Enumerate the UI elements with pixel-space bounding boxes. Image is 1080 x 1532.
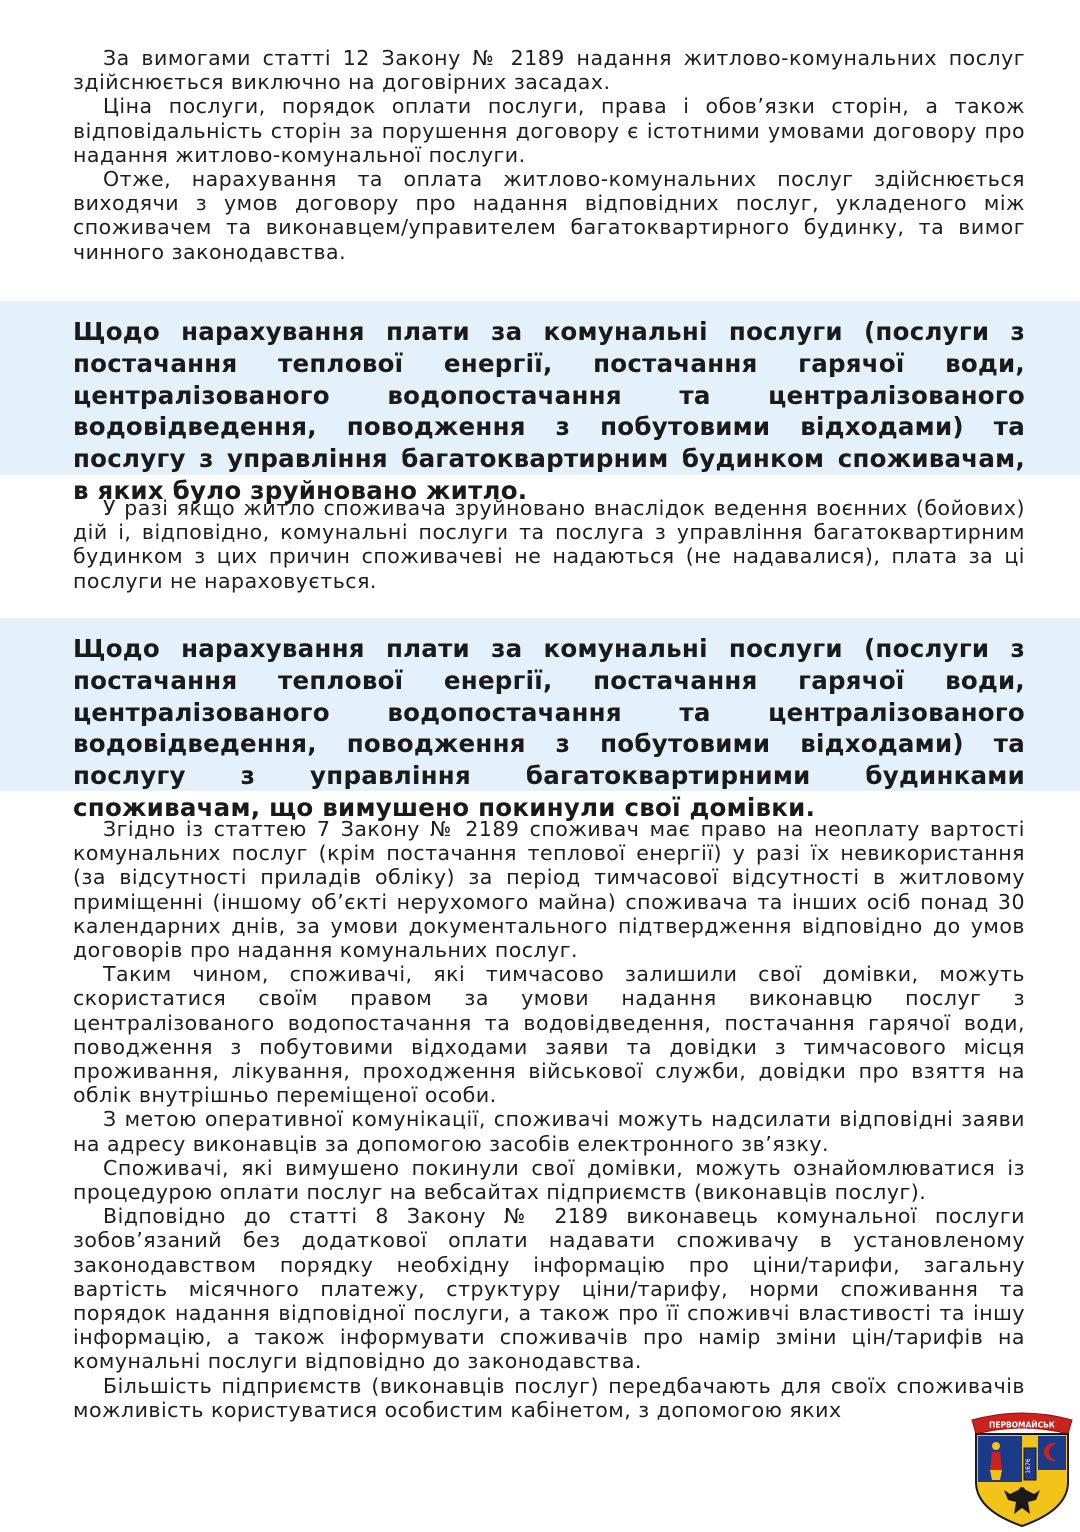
displaced-consumers-section	[0, 817, 1080, 1422]
paragraph: Споживачі, які вимушено покинули свої домівки, можуть ознайомлюватися із процедурою оплати послуг на вебсайтах підприємств (виконавців послуг).	[73, 1155, 1025, 1205]
destroyed-housing-section	[0, 496, 1080, 593]
paragraph: За вимогами статті 12 Закону № 2189 надання житлово-комунальних послуг здійснюється виключно на договірних засадах.	[73, 46, 1025, 95]
coat-of-arms-icon	[964, 1410, 1080, 1528]
emblem-year-text: 1676	[1025, 1458, 1032, 1474]
paragraph: Більшість підприємств (виконавців послуг) передбачають для своїх споживачів можливість користуватися особистим кабінетом, з допомогою яких	[73, 1373, 1025, 1422]
intro-section	[0, 46, 1080, 264]
paragraph: Отже, нарахування та оплата житлово-комунальних послуг здійснюється виходячи з умов договору про надання відповідних послуг, укладеного між споживачем та виконавцем/управителем багатоквартирного будинку, та вимог чинного законодавства.	[73, 167, 1025, 264]
heading-band	[0, 301, 1080, 505]
heading-band	[0, 618, 1080, 822]
section-heading: Щодо нарахування плати за комунальні послуги (послуги з постачання теплової енергії, постачання гарячої води, централізованого водопостачання та централізованого водовідведення, поводження з побутовими відходами) та послугу з управління багатоквартирним будинком споживачам, в яких було зруйновано житло.	[73, 317, 1025, 505]
city-emblem	[964, 1410, 1080, 1528]
paragraph: Ціна послуги, порядок оплати послуги, права і обов’язки сторін, а також відповідальність сторін за порушення договору є істотними умовами договору про надання житлово-комунальної послуги.	[73, 94, 1025, 167]
section-heading: Щодо нарахування плати за комунальні послуги (послуги з постачання теплової енергії, постачання гарячої води, централізованого водопостачання та централізованого водовідведення, поводження з побутовими відходами) та послугу з управління багатоквартирними будинками споживачам, що вимушено покинули свої домівки.	[73, 634, 1025, 822]
paragraph: У разі якщо житло споживача зруйновано внаслідок ведення воєнних (бойових) дій і, відповідно, комунальні послуги та послуга з управління багатоквартирним будинком з цих причин споживачеві не надаються (не надавалися), плата за ці послуги не нараховується.	[73, 496, 1025, 593]
paragraph: Згідно із статтею 7 Закону № 2189 споживач має право на неоплату вартості комунальних послуг (крім постачання теплової енергії) у разі їх невикористання (за відсутності приладів обліку) за період тимчасової відсутності в житловому приміщенні (іншому об’єкті нерухомого майна) споживача та інших осіб понад 30 календарних днів, за умови документального підтвердження відповідно до умов договорів про надання комунальних послуг.	[73, 817, 1025, 963]
paragraph: Відповідно до статті 8 Закону № 2189 виконавець комунальної послуги зобов’язаний без додаткової оплати надавати споживачу в установленому законодавством порядку необхідну інформацію про ціни/тарифи, загальну вартість місячного платежу, структуру ціни/тарифу, норми споживання та порядок надання відповідної послуги, а також про її споживчі властивості та іншу інформацію, а також інформувати споживачів про намір зміни цін/тарифів на комунальні послуги відповідно до законодавства.	[73, 1204, 1025, 1374]
emblem-city-text: ПЕРВОМАЙСЬК	[989, 1420, 1055, 1430]
paragraph: Таким чином, споживачі, які тимчасово залишили свої домівки, можуть скористатися своїм правом за умови надання виконавцю послуг з централізованого водопостачання та водовідведення, постачання гарячої води, поводження з побутовими відходами заяви та довідки з тимчасового місця проживання, лікування, проходження військової служби, довідки про взяття на облік внутрішньо переміщеної особи.	[73, 962, 1025, 1108]
paragraph: З метою оперативної комунікації, споживачі можуть надсилати відповідні заяви на адресу виконавців за допомогою засобів електронного зв’язку.	[73, 1107, 1025, 1156]
